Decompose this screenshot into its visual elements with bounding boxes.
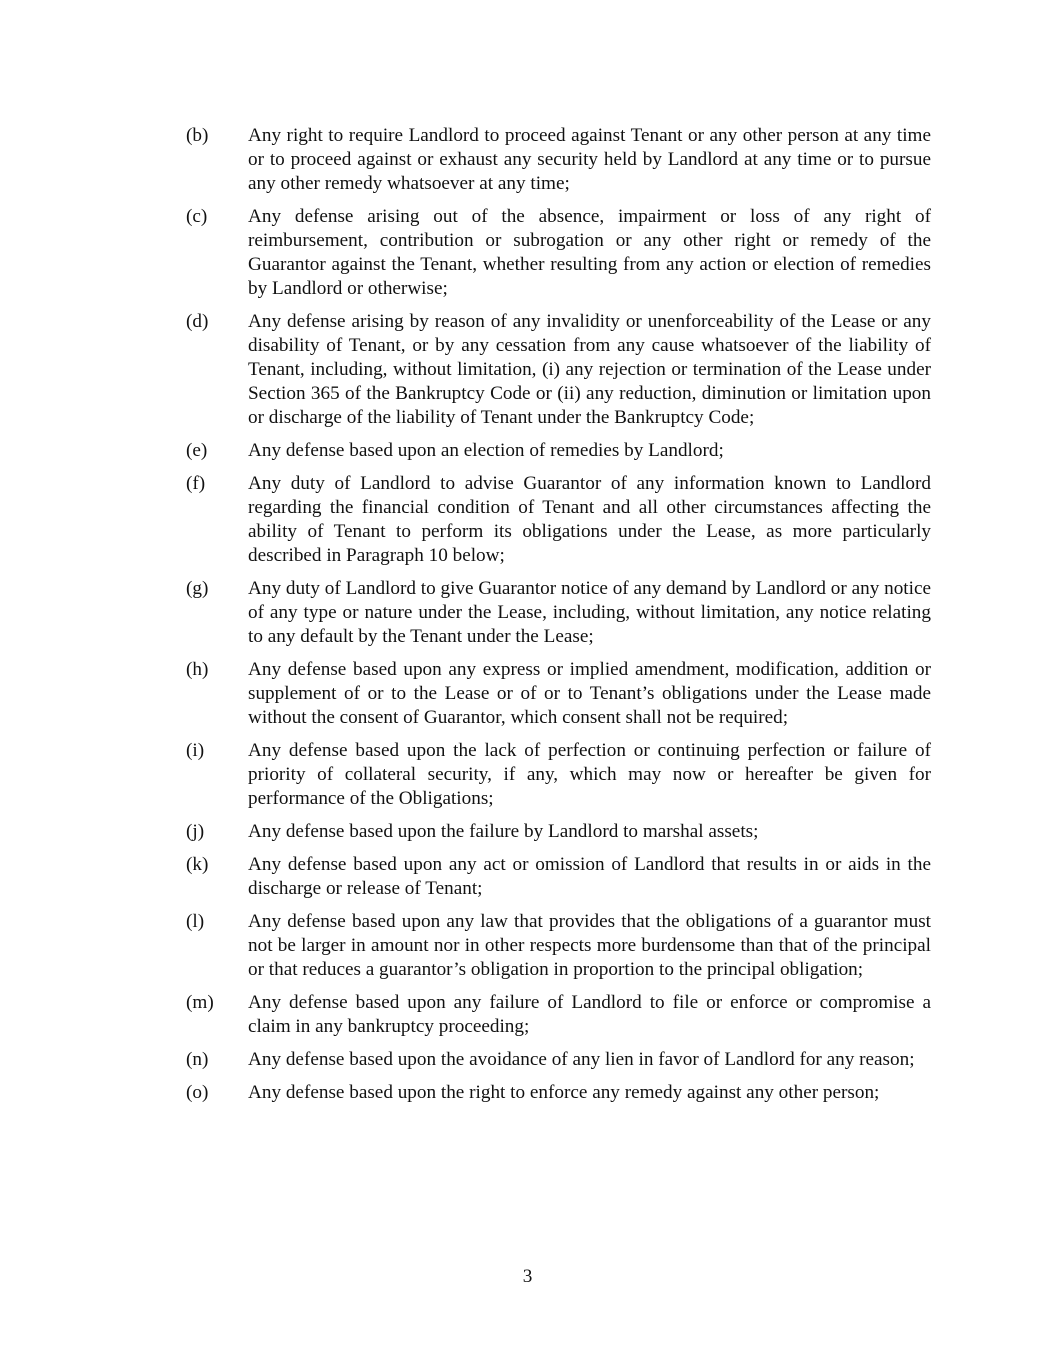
clause-label: (f) bbox=[186, 473, 206, 494]
clause-text: Any defense based upon the failure by Landlord to marshal assets; bbox=[248, 821, 759, 842]
clause-label: (c) bbox=[186, 206, 208, 227]
clause-text: Any defense arising out of the absence, impairment or loss of any right of reimbursement, contribution or subrogation or any other right or remedy of the Guarantor against the Tenant, whether resulting from any action or election of remedies by Landlord or otherwise; bbox=[248, 206, 931, 299]
clause-j bbox=[186, 820, 931, 844]
clause-i bbox=[186, 739, 931, 811]
clause-b bbox=[186, 124, 931, 196]
clause-label: (k) bbox=[186, 854, 209, 875]
page-number: 3 bbox=[522, 1266, 533, 1287]
clause-label: (h) bbox=[186, 659, 209, 680]
clause-label: (e) bbox=[186, 440, 208, 461]
clause-label: (i) bbox=[186, 740, 205, 761]
clause-text: Any defense based upon any express or implied amendment, modification, addition or supplement of or to the Lease or of or to Tenant’s obligations under the Lease made without the consent of Guarantor, which consent shall not be required; bbox=[248, 659, 931, 728]
clause-n bbox=[186, 1048, 931, 1072]
clause-label: (o) bbox=[186, 1082, 209, 1103]
clause-c bbox=[186, 205, 931, 301]
clause-label: (j) bbox=[186, 821, 205, 842]
clause-text: Any right to require Landlord to proceed against Tenant or any other person at any time or to proceed against or exhaust any security held by Landlord at any time or to pursue any other remedy whatsoever at any time; bbox=[248, 125, 931, 194]
clause-h bbox=[186, 658, 931, 730]
clause-label: (b) bbox=[186, 125, 209, 146]
clause-g bbox=[186, 577, 931, 649]
clause-text: Any defense based upon any law that provides that the obligations of a guarantor must not be larger in amount nor in other respects more burdensome than that of the principal or that reduces a guarantor’s obligation in proportion to the principal obligation; bbox=[248, 911, 931, 980]
clause-l bbox=[186, 910, 931, 982]
clause-text: Any defense based upon the lack of perfection or continuing perfection or failure of priority of collateral security, if any, which may now or hereafter be given for performance of the Obligations; bbox=[248, 740, 931, 809]
clause-text: Any duty of Landlord to advise Guarantor of any information known to Landlord regarding the financial condition of Tenant and all other circumstances affecting the ability of Tenant to perform its obligations under the Lease, as more particularly described in Paragraph 10 below; bbox=[248, 473, 931, 566]
clause-label: (n) bbox=[186, 1049, 209, 1070]
clause-label: (d) bbox=[186, 311, 209, 332]
clause-text: Any defense based upon any failure of Landlord to file or enforce or compromise a claim in any bankruptcy proceeding; bbox=[248, 992, 931, 1037]
clause-text: Any defense based upon the avoidance of any lien in favor of Landlord for any reason; bbox=[248, 1049, 915, 1070]
clause-label: (m) bbox=[186, 992, 214, 1013]
clause-d bbox=[186, 310, 931, 430]
clause-text: Any duty of Landlord to give Guarantor notice of any demand by Landlord or any notice of any type or nature under the Lease, including, without limitation, any notice relating to any default by the Tenant under the Lease; bbox=[248, 578, 931, 647]
clause-text: Any defense based upon any act or omission of Landlord that results in or aids in the discharge or release of Tenant; bbox=[248, 854, 931, 899]
clause-text: Any defense based upon the right to enforce any remedy against any other person; bbox=[248, 1082, 880, 1103]
clause-e bbox=[186, 439, 931, 463]
clause-text: Any defense based upon an election of remedies by Landlord; bbox=[248, 440, 724, 461]
clause-list bbox=[186, 124, 931, 1114]
clause-label: (l) bbox=[186, 911, 205, 932]
clause-text: Any defense arising by reason of any invalidity or unenforceability of the Lease or any disability of Tenant, or by any cessation from any cause whatsoever of the liability of Tenant, including, without limitation, (i) any rejection or termination of the Lease under Section 365 of the Bankruptcy Code or (ii) any reduction, diminution or limitation upon or discharge of the liability of Tenant under the Bankruptcy Code; bbox=[248, 311, 931, 428]
clause-o bbox=[186, 1081, 931, 1105]
clause-f bbox=[186, 472, 931, 568]
clause-k bbox=[186, 853, 931, 901]
clause-m bbox=[186, 991, 931, 1039]
clause-label: (g) bbox=[186, 578, 209, 599]
